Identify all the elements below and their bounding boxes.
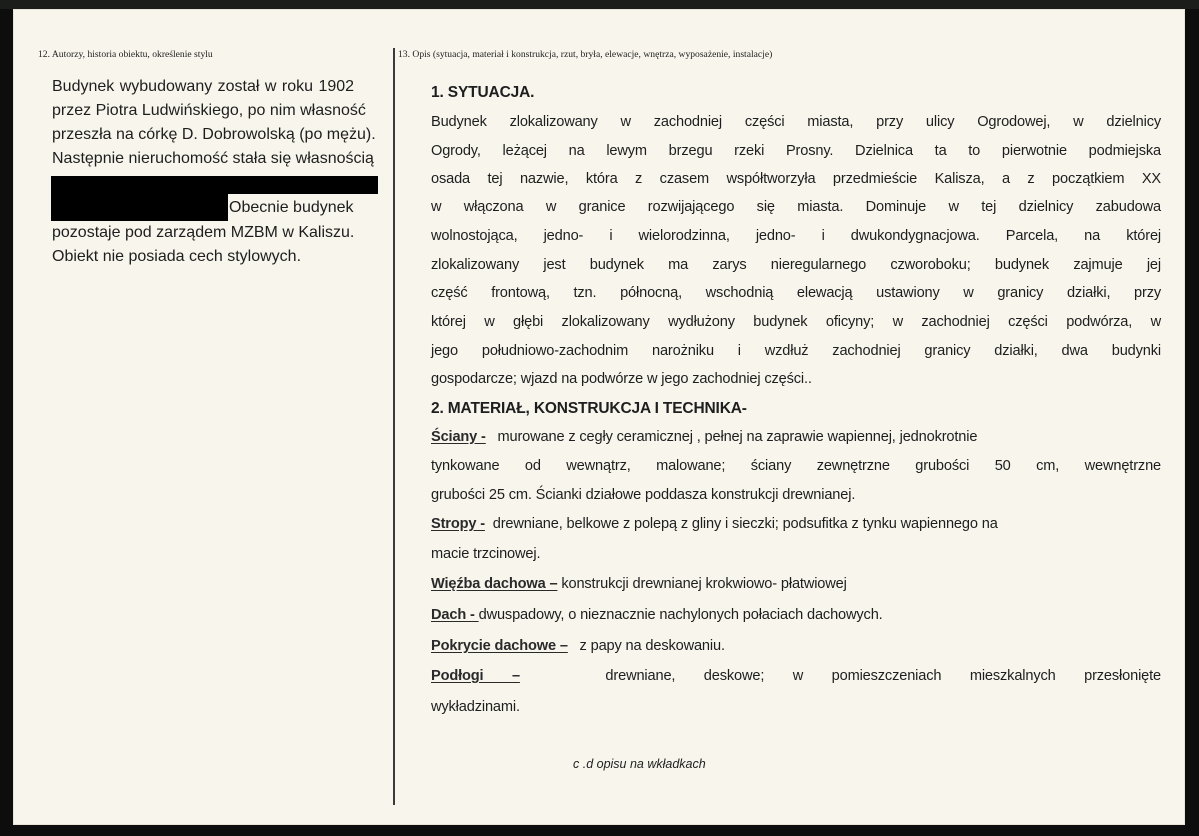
walls-text: murowane z cegły ceramicznej , pełnej na zaprawie wapiennej, jednokrotnie <box>497 429 978 445</box>
description-line: macie trzcinowej. <box>431 546 541 562</box>
field-13-label: 13. Opis (sytuacja, materiał i konstrukcja, rzut, bryła, elewacje, wnętrza, wyposażenie, instalacje) <box>398 49 773 60</box>
roof-text: dwuspadowy, o nieznacznie nachylonych połaciach dachowych. <box>478 607 883 623</box>
history-line: Następnie nieruchomość stała się własnością <box>52 150 374 167</box>
item-floors <box>431 668 1161 684</box>
description-line: Ogrody, leżącej na lewym brzegu rzeki Prosny. Dzielnica ta to pierwotnie podmiejska <box>431 143 1161 159</box>
history-line: przez Piotra Ludwińskiego, po nim własność <box>52 102 366 119</box>
history-line: Budynek wybudowany został w roku 1902 <box>52 78 355 95</box>
redaction-block <box>51 176 228 221</box>
description-line: tynkowane od wewnątrz, malowane; ściany zewnętrzne grubości 50 cm, wewnętrzne <box>431 458 1161 474</box>
floors-text: drewniane, deskowe; w pomieszczeniach mieszkalnych przesłonięte <box>605 668 1162 684</box>
term-walls: Ściany - <box>431 429 486 445</box>
roofing-text: z papy na deskowaniu. <box>579 638 725 654</box>
scan-top-edge <box>0 0 1199 9</box>
term-floors: Podłogi – <box>431 668 520 684</box>
redaction-block <box>227 176 378 194</box>
history-line: pozostaje pod zarządem MZBM w Kaliszu. <box>52 224 355 241</box>
description-line: gospodarcze; wjazd na podwórze w jego zachodniej części.. <box>431 371 812 387</box>
description-line: zlokalizowany jest budynek ma zarys nieregularnego czworoboku; budynek zajmuje jej <box>431 257 1161 273</box>
description-line: część frontową, tzn. północną, wschodnią elewacją ustawiony w granicy działki, przy <box>431 285 1161 301</box>
term-ceilings: Stropy - <box>431 516 485 532</box>
roof-truss-text: konstrukcji drewnianej krokwiowo- płatwiowej <box>561 576 847 592</box>
description-line: Budynek zlokalizowany w zachodniej części miasta, przy ulicy Ogrodowej, w dzielnicy <box>431 114 1161 130</box>
description-line: której w głębi zlokalizowany wydłużony budynek oficyny; w zachodniej części podwórza, w <box>431 314 1161 330</box>
description-line: osada tej nazwie, która z czasem współtworzyła przedmieście Kalisza, a z początkiem XX <box>431 171 1161 187</box>
item-roofing <box>431 638 1161 654</box>
column-divider <box>393 48 395 805</box>
history-line: Obecnie budynek <box>229 199 354 216</box>
description-line: wolnostojąca, jedno- i wielorodzinna, jedno- i dwukondygnacjowa. Parcela, na której <box>431 228 1161 244</box>
section-1-heading: 1. SYTUACJA. <box>431 84 535 101</box>
term-roofing: Pokrycie dachowe – <box>431 638 568 654</box>
description-line: jego południowo-zachodnim narożniku i wzdłuż zachodniej granicy działki, dwa budynki <box>431 343 1161 359</box>
item-walls <box>431 429 1161 445</box>
item-ceilings <box>431 516 1161 532</box>
item-roof <box>431 607 1161 623</box>
description-line: w włączona w granice rozwijającego się miasta. Dominuje w tej dzielnicy zabudowa <box>431 199 1161 215</box>
item-roof-truss <box>431 576 1161 592</box>
description-line: grubości 25 cm. Ścianki działowe poddasza konstrukcji drewnianej. <box>431 487 856 503</box>
ceilings-text: drewniane, belkowe z polepą z gliny i sieczki; podsufitka z tynku wapiennego na <box>492 516 998 532</box>
history-line: przeszła na córkę D. Dobrowolską (po mężu). <box>52 126 376 143</box>
history-line: Obiekt nie posiada cech stylowych. <box>52 248 302 265</box>
term-roof-truss: Więźba dachowa – <box>431 576 558 592</box>
continuation-note: c .d opisu na wkładkach <box>573 757 706 771</box>
field-12-label: 12. Autorzy, historia obiektu, określenie stylu <box>38 49 213 60</box>
section-2-heading: 2. MATERIAŁ, KONSTRUKCJA I TECHNIKA- <box>431 400 747 417</box>
term-roof: Dach - <box>431 607 479 623</box>
description-line: wykładzinami. <box>431 699 520 715</box>
